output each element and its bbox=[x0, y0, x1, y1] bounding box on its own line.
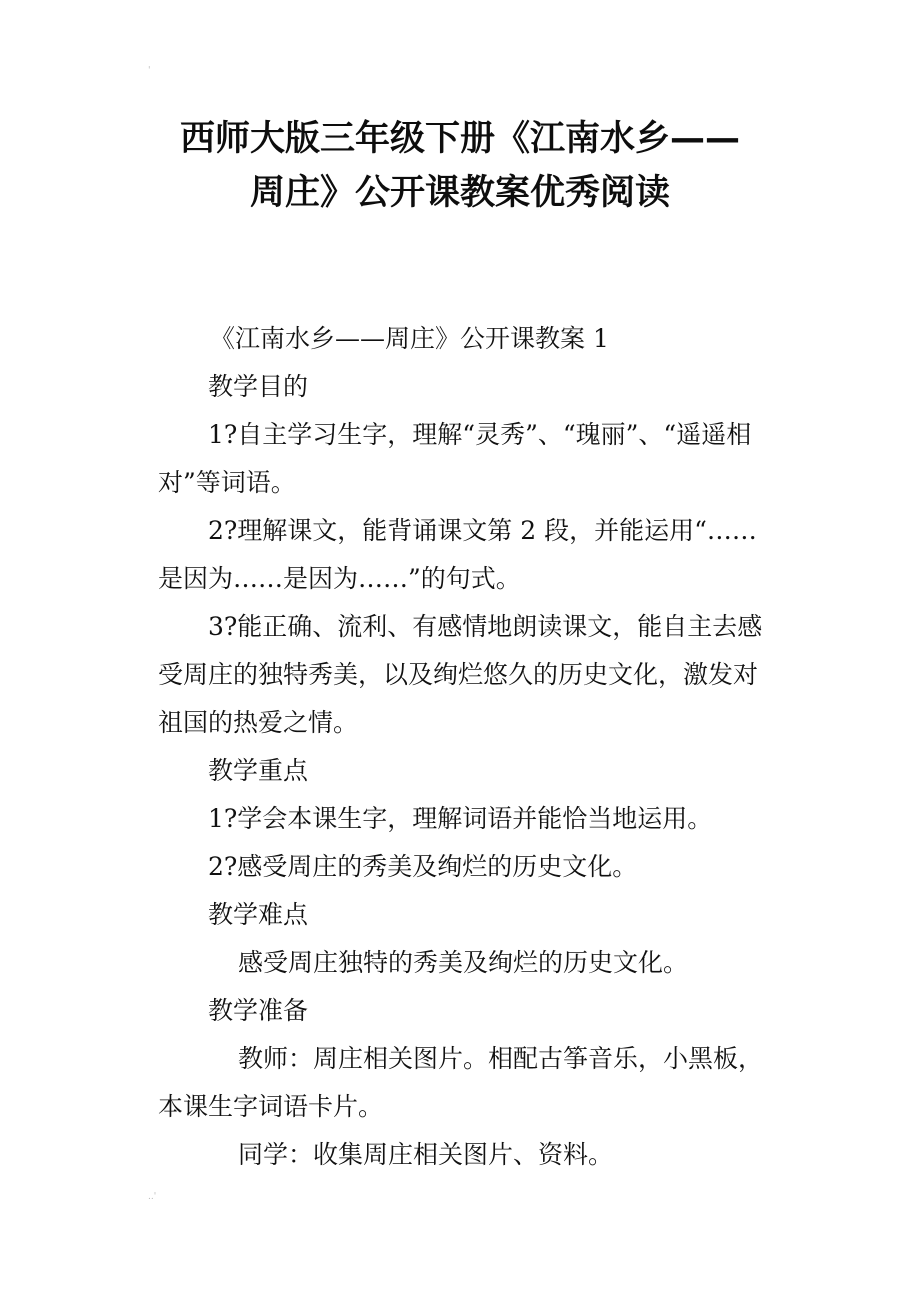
section-heading-preparation: 教学准备 bbox=[208, 996, 309, 1025]
objective-3: 3?能正确、流利、有感情地朗读课文，能自主去感受周庄的独特秀美，以及绚烂悠久的历史文化，激发对祖国的热爱之情。 bbox=[158, 612, 763, 737]
focus-2: 2?感受周庄的秀美及绚烂的历史文化。 bbox=[208, 852, 638, 881]
objective-1: 1?自主学习生字，理解“灵秀”、“瑰丽”、“遥遥相对”等词语。 bbox=[158, 420, 752, 497]
section-heading-objectives: 教学目的 bbox=[208, 372, 309, 401]
section-heading-difficulty: 教学难点 bbox=[208, 900, 309, 929]
corner-mark-bottom: ..' bbox=[148, 1192, 157, 1202]
preparation-students: 同学：收集周庄相关图片、资料。 bbox=[238, 1140, 614, 1169]
document-body bbox=[158, 315, 770, 1179]
preparation-teacher: 教师：周庄相关图片。相配古筝音乐，小黑板，本课生字词语卡片。 bbox=[158, 1044, 764, 1121]
title-line-1: 西师大版三年级下册《江南水乡—— bbox=[179, 119, 740, 159]
focus-1: 1?学会本课生字，理解词语并能恰当地运用。 bbox=[208, 804, 713, 833]
section-heading-focus: 教学重点 bbox=[208, 756, 309, 785]
difficulty-text: 感受周庄独特的秀美及绚烂的历史文化。 bbox=[238, 948, 689, 977]
document-title bbox=[120, 112, 800, 220]
objective-2: 2?理解课文，能背诵课文第 2 段，并能运用“……是因为……是因为……”的句式。 bbox=[158, 516, 757, 593]
corner-mark-top: ' bbox=[148, 66, 151, 76]
lesson-heading: 《江南水乡——周庄》公开课教案 1 bbox=[210, 324, 609, 353]
title-line-2: 周庄》公开课教案优秀阅读 bbox=[249, 173, 670, 213]
